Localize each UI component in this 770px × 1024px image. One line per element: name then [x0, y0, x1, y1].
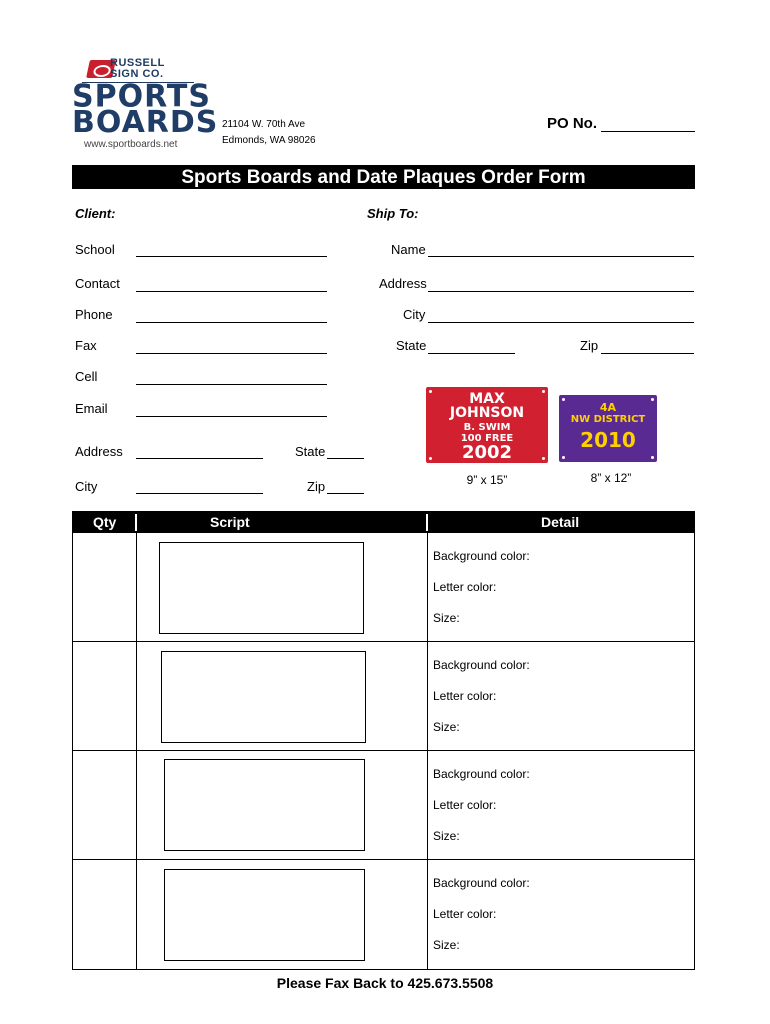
ship-address-field[interactable]	[428, 291, 694, 292]
logo-boards-word: BOARDS	[72, 105, 219, 140]
logo-sports-word: SPORTS	[72, 78, 211, 115]
ship-city-label: City	[403, 307, 426, 322]
ship-address-label: Address	[379, 276, 427, 291]
plaque-small-size: 8” x 12”	[590, 471, 632, 485]
order-table	[72, 533, 695, 970]
company-address-line1: 21104 W. 70th Ave	[222, 119, 306, 130]
plaque-large-year: 2002	[461, 442, 513, 463]
detail-background-color-3: Background color:	[433, 767, 530, 781]
russell-logo-text: RUSSELL SIGN CO.	[110, 57, 165, 80]
plaque-large-line2: JOHNSON	[449, 405, 525, 421]
client-contact-label: Contact	[75, 276, 120, 291]
website-text: www.sportboards.net	[84, 139, 178, 150]
client-school-field[interactable]	[136, 256, 327, 257]
client-city-field[interactable]	[136, 493, 263, 494]
client-address-label: Address	[75, 444, 123, 459]
detail-size-1: Size:	[433, 611, 460, 625]
script-box-1[interactable]	[159, 542, 364, 634]
ship-state-label: State	[396, 338, 427, 353]
plaque-small-line1: 4A	[599, 401, 617, 414]
sample-plaque-large	[426, 387, 548, 463]
client-email-label: Email	[75, 401, 108, 416]
script-box-2[interactable]	[161, 651, 366, 743]
detail-letter-color-3: Letter color:	[433, 798, 497, 812]
script-column-header: Script	[210, 514, 250, 530]
client-cell-field[interactable]	[136, 384, 327, 385]
plaque-small-year: 2010	[580, 428, 636, 452]
ship-to-heading: Ship To:	[367, 206, 419, 221]
plaque-large-size: 9” x 15”	[466, 473, 508, 487]
qty-cell-3[interactable]	[73, 751, 136, 859]
fax-back-footer: Please Fax Back to 425.673.5508	[276, 975, 494, 991]
detail-background-color-1: Background color:	[433, 549, 530, 563]
client-city-label: City	[75, 479, 98, 494]
client-zip-field[interactable]	[327, 493, 364, 494]
ship-city-field[interactable]	[428, 322, 694, 323]
detail-size-3: Size:	[433, 829, 460, 843]
detail-background-color-4: Background color:	[433, 876, 530, 890]
plaque-large-line3: B. SWIM	[463, 422, 511, 433]
client-fax-field[interactable]	[136, 353, 327, 354]
detail-letter-color-4: Letter color:	[433, 907, 497, 921]
plaque-large-line1: MAX	[469, 391, 505, 407]
client-school-label: School	[75, 242, 115, 257]
plaque-small-line2: NW DISTRICT	[570, 414, 646, 425]
script-box-3[interactable]	[164, 759, 365, 851]
qty-cell-1[interactable]	[73, 533, 136, 641]
client-zip-label: Zip	[307, 479, 326, 494]
ship-name-label: Name	[391, 242, 426, 257]
ship-state-field[interactable]	[428, 353, 515, 354]
po-number-field[interactable]	[601, 131, 695, 132]
client-cell-label: Cell	[75, 369, 98, 384]
qty-cell-2[interactable]	[73, 642, 136, 750]
client-state-label: State	[295, 444, 326, 459]
qty-column-header: Qty	[93, 514, 117, 530]
detail-size-4: Size:	[433, 938, 460, 952]
ship-zip-field[interactable]	[601, 353, 694, 354]
company-address-line2: Edmonds, WA 98026	[222, 135, 316, 146]
ship-zip-label: Zip	[580, 338, 599, 353]
client-address-field[interactable]	[136, 458, 263, 459]
client-contact-field[interactable]	[136, 291, 327, 292]
detail-letter-color-2: Letter color:	[433, 689, 497, 703]
qty-cell-4[interactable]	[73, 860, 136, 968]
client-heading: Client:	[75, 206, 116, 221]
sample-plaque-small	[559, 395, 657, 462]
client-fax-label: Fax	[75, 338, 97, 353]
plaque-large-line4: 100 FREE	[460, 433, 514, 444]
client-email-field[interactable]	[136, 416, 327, 417]
client-state-field[interactable]	[327, 458, 364, 459]
detail-column-header: Detail	[541, 514, 580, 530]
client-phone-field[interactable]	[136, 322, 327, 323]
detail-background-color-2: Background color:	[433, 658, 530, 672]
po-number-label: PO No.	[547, 115, 598, 132]
form-title: Sports Boards and Date Plaques Order Form	[72, 165, 695, 189]
detail-size-2: Size:	[433, 720, 460, 734]
detail-letter-color-1: Letter color:	[433, 580, 497, 594]
ship-name-field[interactable]	[428, 256, 694, 257]
client-phone-label: Phone	[75, 307, 113, 322]
order-table-header	[72, 511, 695, 533]
script-box-4[interactable]	[164, 869, 365, 961]
